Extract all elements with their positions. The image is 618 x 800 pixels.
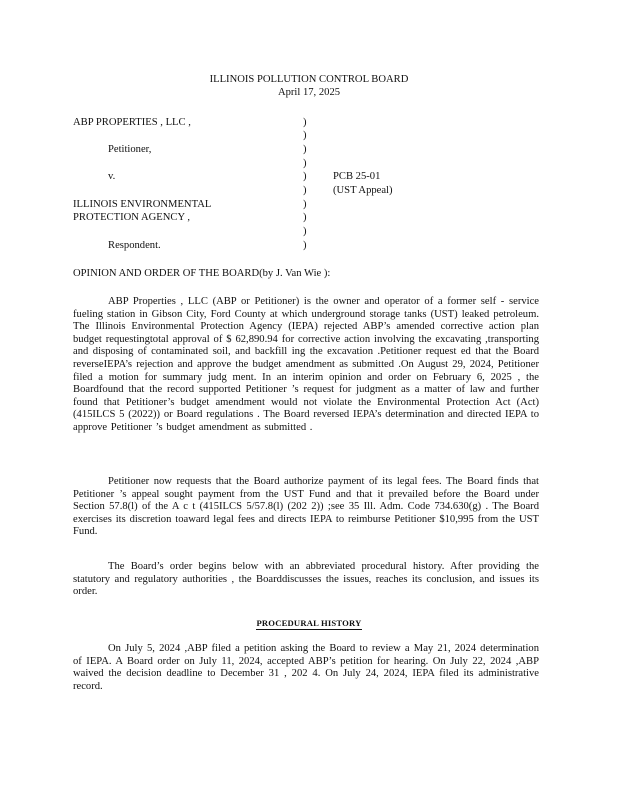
petitioner-name: ABP PROPERTIES , LLC ,: [73, 117, 191, 128]
caption-paren: ): [303, 185, 307, 196]
caption-paren: ): [303, 130, 307, 141]
opinion-title: OPINION AND ORDER OF THE BOARD(by J. Van Wie ):: [73, 268, 331, 279]
versus: v.: [108, 171, 116, 182]
paragraph-fee-request: Petitioner now requests that the Board authorize payment of its legal fees. The Board finds that Petitioner ’s appeal sought payment from the UST Fund and that it prevailed before the Board under Section 57.8(l) of the A c t (415ILCS 5/57.8(l) (202 2)) ;see 35 Ill. Adm. Code 734.630(g) . The Board exercises its discretion toaward legal fees and directs IEPA to reimburse Petitioner $10,995 from the UST Fund.: [73, 476, 539, 538]
caption-paren: ): [303, 226, 307, 237]
caption-paren: ): [303, 117, 307, 128]
caption-paren: ): [303, 199, 307, 210]
agency-title: ILLINOIS POLLUTION CONTROL BOARD: [209, 74, 409, 85]
paragraph-procedural-history: On July 5, 2024 ,ABP filed a petition asking the Board to review a May 21, 2024 determination of IEPA. A Board order on July 11, 2024, accepted ABP’s petition for hearing. On July 22, 2024 ,ABP waived the decision deadline to December 31 , 202 4. On July 24, 2024, IEPA filed its administrative record.: [73, 643, 539, 692]
paragraph-order-overview: The Board’s order begins below with an abbreviated procedural history. After providing the statutory and regulatory authorities , the Boarddiscusses the issues, reaches its conclusion, and issues its order.: [73, 561, 539, 598]
case-type: (UST Appeal): [333, 185, 393, 196]
respondent-name-line-1: ILLINOIS ENVIRONMENTAL: [73, 199, 212, 210]
petitioner-role: Petitioner,: [108, 144, 152, 155]
document-date: April 17, 2025: [277, 87, 341, 98]
section-heading-text: PROCEDURAL HISTORY: [256, 618, 362, 628]
section-heading-procedural-history: [0, 617, 618, 630]
caption-paren: ): [303, 171, 307, 182]
caption-paren: ): [303, 240, 307, 251]
paragraph-background: ABP Properties , LLC (ABP or Petitioner) is the owner and operator of a former self - service fueling station in Gibson City, Ford County at which underground storage tanks (UST) leaked petroleum. The Illinois Environmental Protection Agency (IEPA) rejected ABP’s amended corrective action plan budget requestingtotal approval of $ 62,890.94 for corrective action involving the excavating ,transporting and disposing of contaminated soil, and backfill ing the excavation .Petitioner request ed that the Board reverseIEPA’s rejection and approve the budget amendment as submitted .On August 29, 2024, Petitioner filed a motion for summary judg ment. In an interim opinion and order on February 6, 2025 , the Boardfound that the record supported Petitioner ’s request for judgment as a matter of law and further found that Petitioner’s budget amendment would not violate the Environmental Protection Act (Act) (415ILCS 5 (2022)) or Board regulations . The Board reversed IEPA’s determination and directed IEPA to approve Petitioner ’s budget amendment as submitted .: [73, 296, 539, 433]
caption-paren: ): [303, 158, 307, 169]
case-number: PCB 25-01: [333, 171, 381, 182]
respondent-role: Respondent.: [108, 240, 161, 251]
caption-paren: ): [303, 212, 307, 223]
caption-paren: ): [303, 144, 307, 155]
respondent-name-line-2: PROTECTION AGENCY ,: [73, 212, 191, 223]
